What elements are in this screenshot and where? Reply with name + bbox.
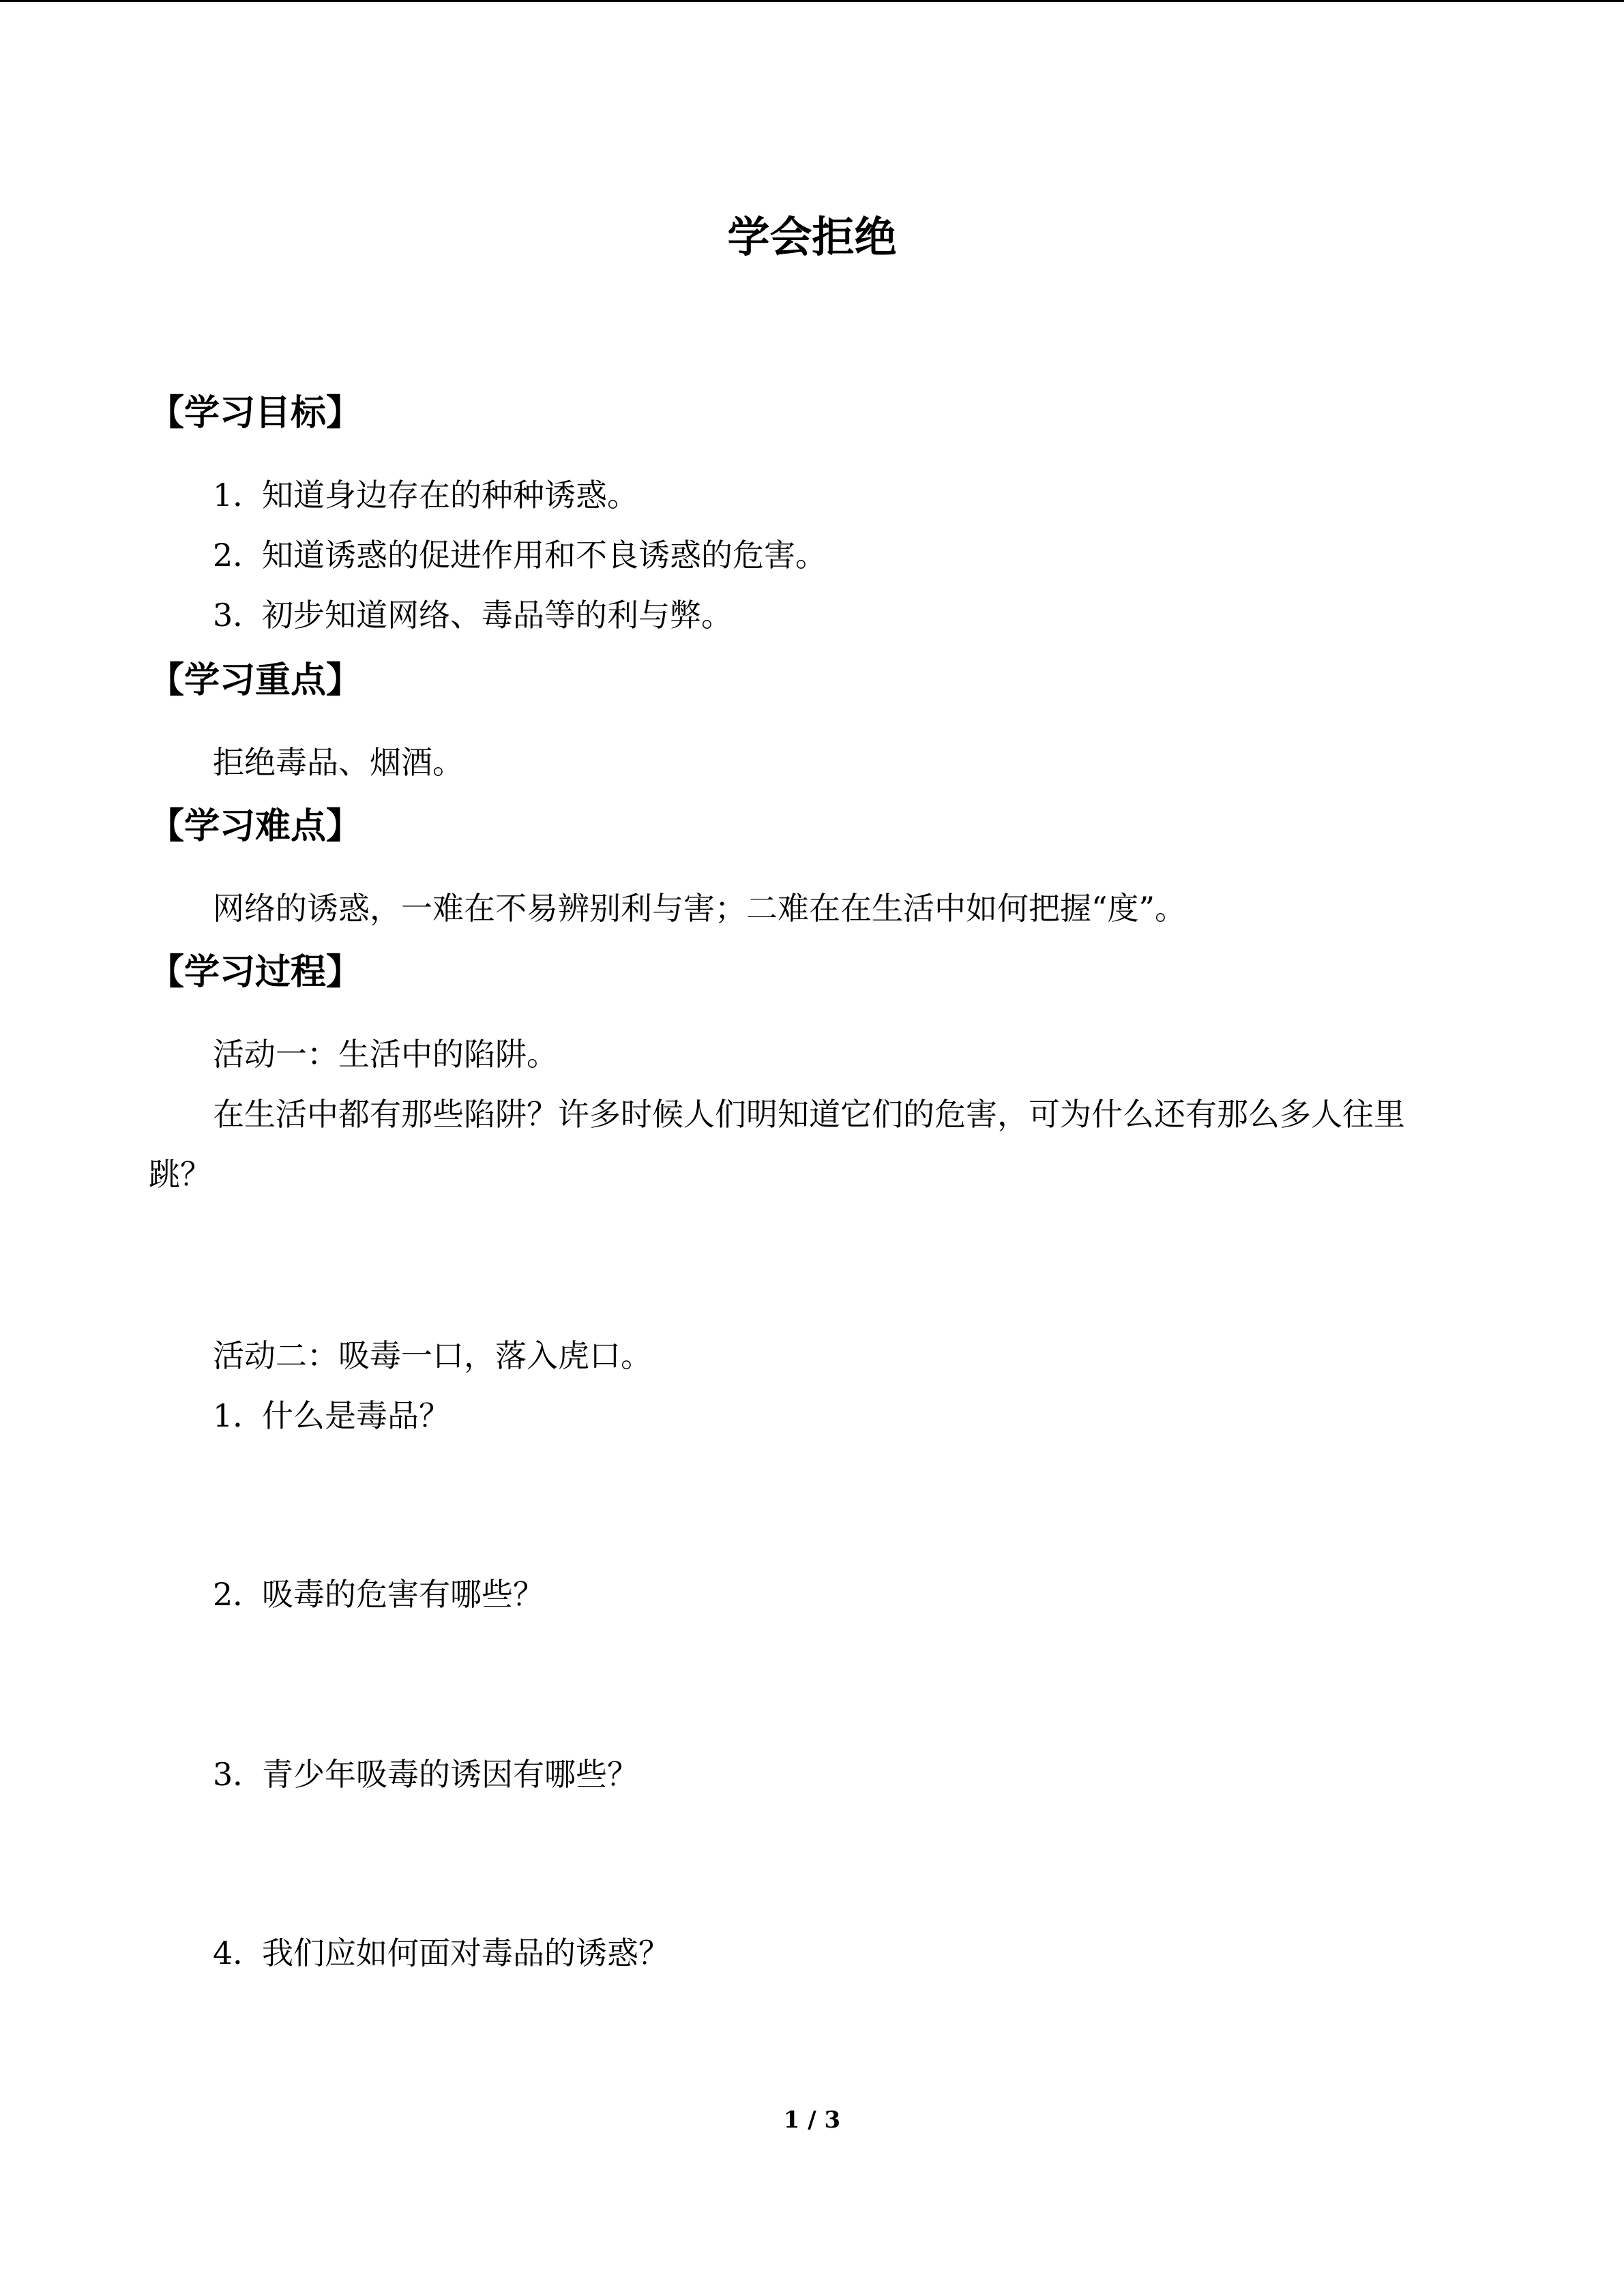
difficulties-heading: 【学习难点】 — [149, 805, 362, 847]
objective-number: 2． — [213, 537, 265, 573]
activity-two-question — [213, 1394, 450, 1437]
activity-one-question-continued: 跳？ — [149, 1156, 211, 1193]
objective-item — [213, 473, 638, 517]
question-number: 2． — [213, 1576, 265, 1613]
objectives-heading: 【学习目标】 — [149, 392, 362, 434]
objective-item — [213, 533, 827, 577]
question-number: 3． — [213, 1756, 265, 1793]
objective-text: 知道身边存在的种种诱惑。 — [262, 477, 638, 513]
key-points-heading: 【学习重点】 — [149, 659, 362, 701]
objective-number: 3． — [213, 597, 265, 633]
page-number: 1 / 3 — [783, 2106, 841, 2134]
activity-one-title: 活动一：生活中的陷阱。 — [213, 1036, 558, 1073]
activity-two-question — [213, 1931, 670, 1975]
difficulties-text: 网络的诱惑，一难在不易辨别利与害；二难在在生活中如何把握“度”。 — [213, 890, 1187, 927]
process-heading: 【学习过程】 — [149, 951, 362, 993]
objective-item — [213, 593, 733, 637]
activity-two-title: 活动二：吸毒一口，落入虎口。 — [213, 1337, 652, 1374]
question-text: 青少年吸毒的诱因有哪些？ — [262, 1756, 638, 1793]
question-text: 吸毒的危害有哪些？ — [262, 1576, 544, 1613]
question-number: 1． — [213, 1397, 265, 1434]
objective-number: 1． — [213, 477, 265, 513]
question-text: 我们应如何面对毒品的诱惑？ — [262, 1935, 670, 1971]
activity-two-question — [213, 1753, 638, 1796]
activity-two-question — [213, 1572, 544, 1616]
activity-one-question: 在生活中都有那些陷阱？许多时候人们明知道它们的危害，可为什么还有那么多人往里 — [213, 1096, 1405, 1133]
objective-text: 初步知道网络、毒品等的利与弊。 — [262, 597, 733, 633]
document-title: 学会拒绝 — [727, 212, 897, 262]
top-border-rule — [0, 0, 1624, 2]
objective-text: 知道诱惑的促进作用和不良诱惑的危害。 — [262, 537, 827, 573]
key-points-text: 拒绝毒品、烟酒。 — [213, 744, 464, 781]
question-number: 4． — [213, 1935, 265, 1971]
question-text: 什么是毒品？ — [262, 1397, 450, 1434]
